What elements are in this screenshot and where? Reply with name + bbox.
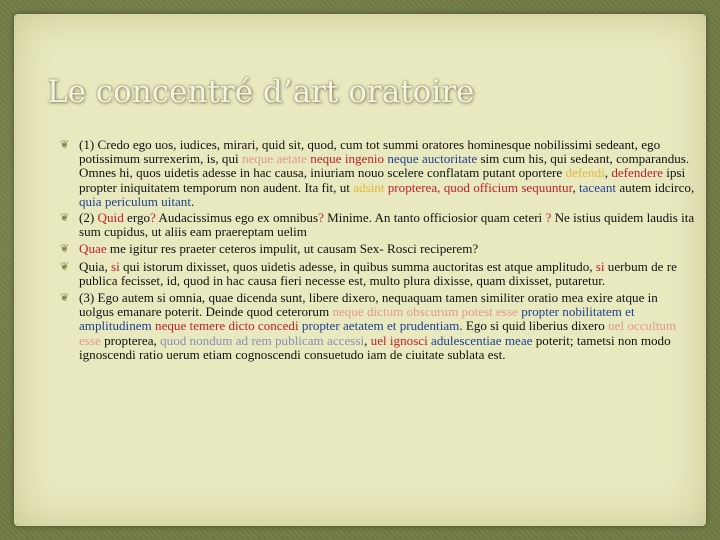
- text-segment: ,: [604, 165, 612, 181]
- paragraph-item: [60, 242, 696, 256]
- text-segment: me igitur res praeter ceteros impulit, ut causam Sex- Rosci reciperem?: [106, 241, 479, 257]
- highlighted-phrase: propter aetatem et prudentiam: [301, 318, 460, 334]
- highlighted-phrase: propter nobilitatem et amplitudinem: [79, 304, 635, 334]
- content-panel: [14, 14, 706, 526]
- highlighted-phrase: adulescentiae meae: [431, 332, 533, 348]
- highlighted-phrase: neque ingenio: [310, 151, 385, 167]
- dingbat-bullet-icon: ❦: [60, 292, 70, 305]
- text-segment: poterit; tametsi non modo ignoscendi ratio uerum etiam cognoscendi consuetudo iam de ciuitate sublata est.: [79, 332, 671, 362]
- text-segment: autem idcirco,: [616, 179, 695, 195]
- dingbat-bullet-icon: ❦: [60, 139, 70, 151]
- highlighted-phrase: neque temere dicto concedi: [155, 318, 299, 334]
- highlighted-phrase: quia periculum uitant: [79, 193, 191, 209]
- highlighted-phrase: Quid: [97, 210, 124, 226]
- highlighted-phrase: neque aetate: [241, 151, 307, 167]
- highlighted-phrase: adsint: [353, 179, 385, 195]
- paragraph-item: [60, 260, 696, 288]
- text-segment: ,: [364, 332, 371, 348]
- highlighted-phrase: propterea, quod officium sequuntur: [387, 179, 573, 195]
- highlighted-phrase: uel occultum esse: [79, 318, 677, 348]
- highlighted-phrase: taceant: [578, 179, 617, 195]
- slide-title: Le concentré d’art oratoire: [47, 74, 475, 110]
- text-segment: Minime. An tanto officiosior quam ceteri: [323, 210, 543, 226]
- text-segment: ,: [572, 179, 579, 195]
- paragraph-item: [60, 211, 696, 239]
- text-segment: Audacissimus ego ex omnibus: [155, 210, 319, 226]
- text-segment: sim cum his, qui sedeant, comparandus. Omnes hi, quos uidetis adesse in hac causa, iniuriam nouo scelere conflatam putant oportere: [79, 151, 690, 181]
- paragraph-item: [60, 291, 696, 362]
- highlighted-phrase: neque auctoritate: [387, 151, 478, 167]
- highlighted-phrase: neque dictum obscurum potest esse: [332, 304, 518, 320]
- highlighted-phrase: defendere: [611, 165, 663, 181]
- text-segment: ipsi propter iniquitatem temporum non audent. Ita fit, ut: [79, 165, 686, 195]
- text-segment: ergo: [123, 210, 151, 226]
- text-segment: Quia,: [79, 258, 111, 274]
- highlighted-phrase: quod nondum ad rem publicam accessi: [160, 332, 365, 348]
- text-segment: (2): [79, 210, 98, 226]
- text-segment: uerbum de re publica fecisset, id, quod in hac causa fieri necesse est, multo plura dixisse, quam dixisset, putaretur.: [79, 258, 677, 288]
- highlighted-phrase: ignosci: [389, 332, 428, 348]
- highlighted-phrase: ?: [150, 210, 156, 226]
- text-segment: qui istorum dixisset, quos uidetis adesse, in quibus summa auctoritas est atque amplitudo,: [119, 258, 596, 274]
- highlighted-phrase: si: [111, 258, 120, 274]
- highlighted-phrase: Quae: [79, 241, 107, 257]
- text-segment: .: [191, 193, 195, 209]
- dingbat-bullet-icon: ❦: [60, 212, 70, 225]
- text-segment: (1) Credo ego uos, iudices, mirari, quid sit, quod, cum tot summi oratores hominesque nobilissimi sedeant, ego potissimum surrexerim, is, qui: [79, 137, 661, 167]
- dingbat-bullet-icon: ❦: [60, 260, 70, 273]
- dingbat-bullet-icon: ❦: [60, 243, 70, 256]
- highlighted-phrase: uel: [370, 332, 387, 348]
- highlighted-phrase: ?: [318, 210, 324, 226]
- highlighted-phrase: defendi: [565, 165, 605, 181]
- text-segment: propterea,: [100, 332, 161, 348]
- paragraph-item: [60, 138, 696, 209]
- text-segment: Ne istius quidem laudis ita sum cupidus, ut aliis eam praereptam uelim: [79, 210, 695, 240]
- text-segment: (3) Ego autem si omnia, quae dicenda sunt, libere dixero, nequaquam tamen similiter oratio mea exire atque in uolgus emanare poterit. Deinde quod ceterorum: [79, 290, 658, 320]
- highlighted-phrase: si: [595, 258, 605, 274]
- paragraph-list: [60, 138, 696, 362]
- highlighted-phrase: ?: [542, 210, 552, 226]
- text-segment: . Ego si quid liberius dixero: [459, 318, 609, 334]
